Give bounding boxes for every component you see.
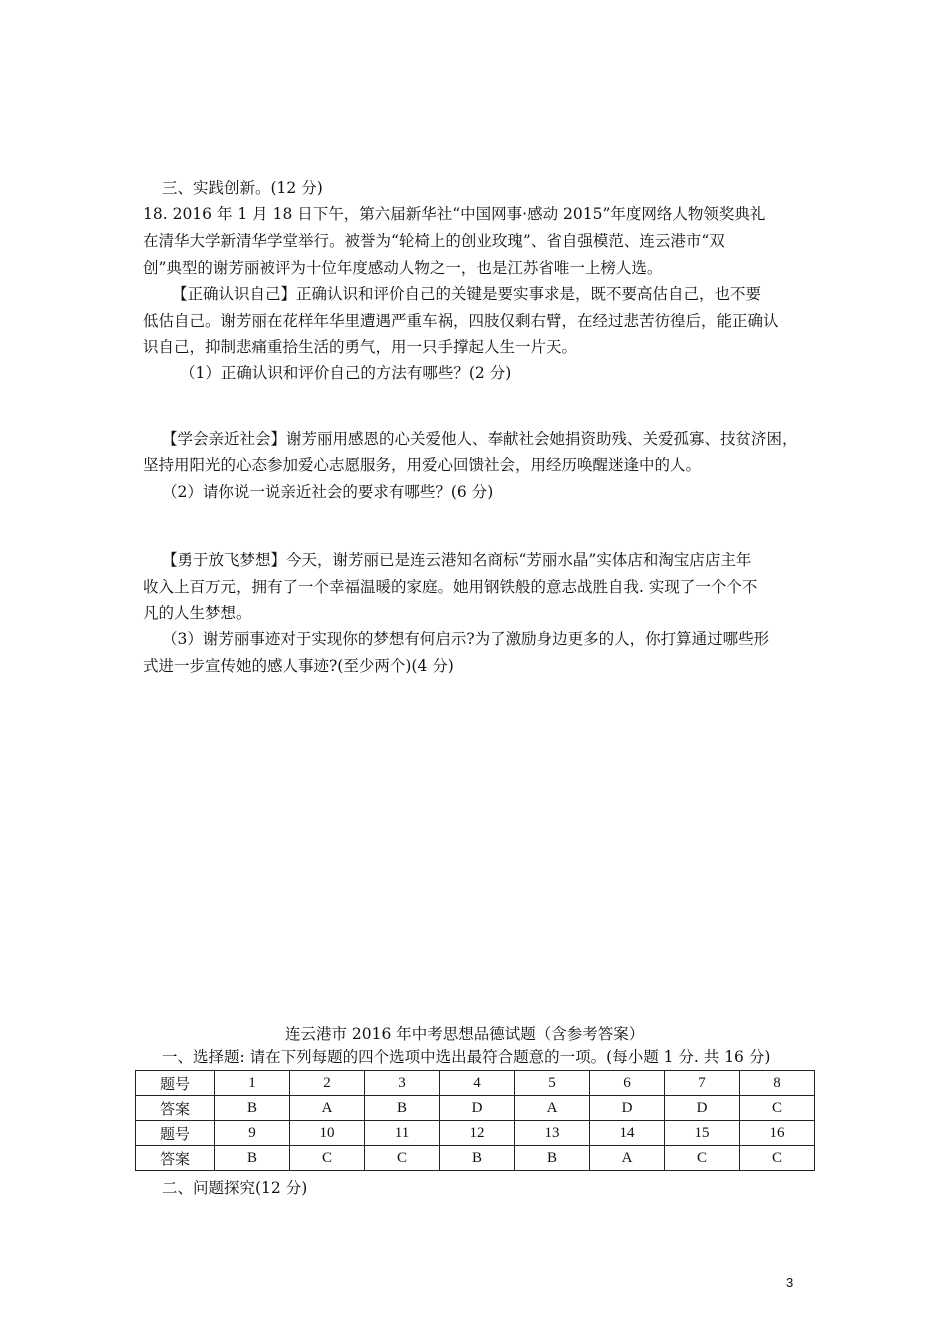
choice-instruction: 一、选择题: 请在下列每题的四个选项中选出最符合题意的一项。(每小题 1 分. 共 16 分) xyxy=(162,1048,771,1066)
q18-line: 在清华大学新清华学堂举行。被誉为“轮椅上的创业玫瑰”、省自强模范、连云港市“双 xyxy=(143,232,725,250)
table-cell: 3 xyxy=(365,1071,440,1096)
section3-heading: 三、实践创新。(12 分) xyxy=(162,179,323,197)
table-cell: 11 xyxy=(365,1121,440,1146)
table-cell: C xyxy=(665,1146,740,1171)
table-cell: A xyxy=(515,1096,590,1121)
answer-table xyxy=(135,1070,815,1171)
table-cell: 15 xyxy=(665,1121,740,1146)
table-row xyxy=(136,1096,815,1121)
table-cell: 6 xyxy=(590,1071,665,1096)
part2-line: 坚持用阳光的心态参加爱心志愿服务，用爱心回馈社会，用经历唤醒迷逢中的人。 xyxy=(143,456,702,474)
answer-key-title: 连云港市 2016 年中考思想品德试题（含参考答案） xyxy=(285,1025,645,1043)
question-1: （1）正确认识和评价自己的方法有哪些？(2 分) xyxy=(180,364,512,382)
table-cell: C xyxy=(740,1096,815,1121)
page-number: 3 xyxy=(786,1275,794,1290)
table-row xyxy=(136,1146,815,1171)
row-label: 答案 xyxy=(136,1146,215,1171)
part3-line: 收入上百万元，拥有了一个幸福温暖的家庭。她用钢铁般的意志战胜自我. 实现了一个个不 xyxy=(143,578,758,596)
table-cell: D xyxy=(590,1096,665,1121)
table-cell: B xyxy=(365,1096,440,1121)
table-cell: A xyxy=(590,1146,665,1171)
q18-line: 18. 2016 年 1 月 18 日下午，第六届新华社“中国网事·感动 2015”年度网络人物领奖典礼 xyxy=(143,205,766,223)
table-cell: 1 xyxy=(215,1071,290,1096)
table-cell: 5 xyxy=(515,1071,590,1096)
part3-line: 【勇于放飞梦想】今天，谢芳丽已是连云港知名商标“芳丽水晶”实体店和淘宝店店主年 xyxy=(162,551,752,569)
part1-line: 【正确认识自己】正确认识和评价自己的关键是要实事求是，既不要高估自己，也不要 xyxy=(172,285,762,303)
q18-line: 创”典型的谢芳丽被评为十位年度感动人物之一，也是江苏省唯一上榜人选。 xyxy=(143,259,663,277)
part1-line: 识自己，抑制悲痛重拾生活的勇气，用一只手撑起人生一片天。 xyxy=(143,338,578,356)
table-cell: 12 xyxy=(440,1121,515,1146)
table-cell: B xyxy=(215,1096,290,1121)
question-3: （3）谢芳丽事迹对于实现你的梦想有何启示?为了激励身边更多的人，你打算通过哪些形 xyxy=(162,630,770,648)
table-cell: B xyxy=(515,1146,590,1171)
row-label: 题号 xyxy=(136,1071,215,1096)
part2-line: 【学会亲近社会】谢芳丽用感恩的心关爱他人、奉献社会她捐资助残、关爱孤寡、技贫济困， xyxy=(162,430,798,448)
part1-line: 低估自己。谢芳丽在花样年华里遭遇严重车祸，四肢仅剩右臂，在经过悲苦彷徨后，能正确认 xyxy=(143,312,779,330)
table-row xyxy=(136,1121,815,1146)
question-3: 式进一步宣传她的感人事迹?(至少两个)(4 分) xyxy=(143,657,454,675)
table-cell: 4 xyxy=(440,1071,515,1096)
table-cell: B xyxy=(215,1146,290,1171)
table-cell: A xyxy=(290,1096,365,1121)
table-cell: 13 xyxy=(515,1121,590,1146)
table-row xyxy=(136,1071,815,1096)
table-cell: C xyxy=(740,1146,815,1171)
table-cell: C xyxy=(365,1146,440,1171)
row-label: 题号 xyxy=(136,1121,215,1146)
row-label: 答案 xyxy=(136,1096,215,1121)
part3-line: 凡的人生梦想。 xyxy=(143,604,252,622)
section2-heading: 二、问题探究(12 分) xyxy=(162,1179,308,1197)
table-cell: 10 xyxy=(290,1121,365,1146)
table-cell: D xyxy=(665,1096,740,1121)
table-cell: B xyxy=(440,1146,515,1171)
table-cell: 7 xyxy=(665,1071,740,1096)
question-2: （2）请你说一说亲近社会的要求有哪些？(6 分) xyxy=(162,483,494,501)
table-cell: C xyxy=(290,1146,365,1171)
table-cell: 2 xyxy=(290,1071,365,1096)
table-cell: 14 xyxy=(590,1121,665,1146)
table-cell: 16 xyxy=(740,1121,815,1146)
table-cell: 8 xyxy=(740,1071,815,1096)
table-cell: D xyxy=(440,1096,515,1121)
table-cell: 9 xyxy=(215,1121,290,1146)
